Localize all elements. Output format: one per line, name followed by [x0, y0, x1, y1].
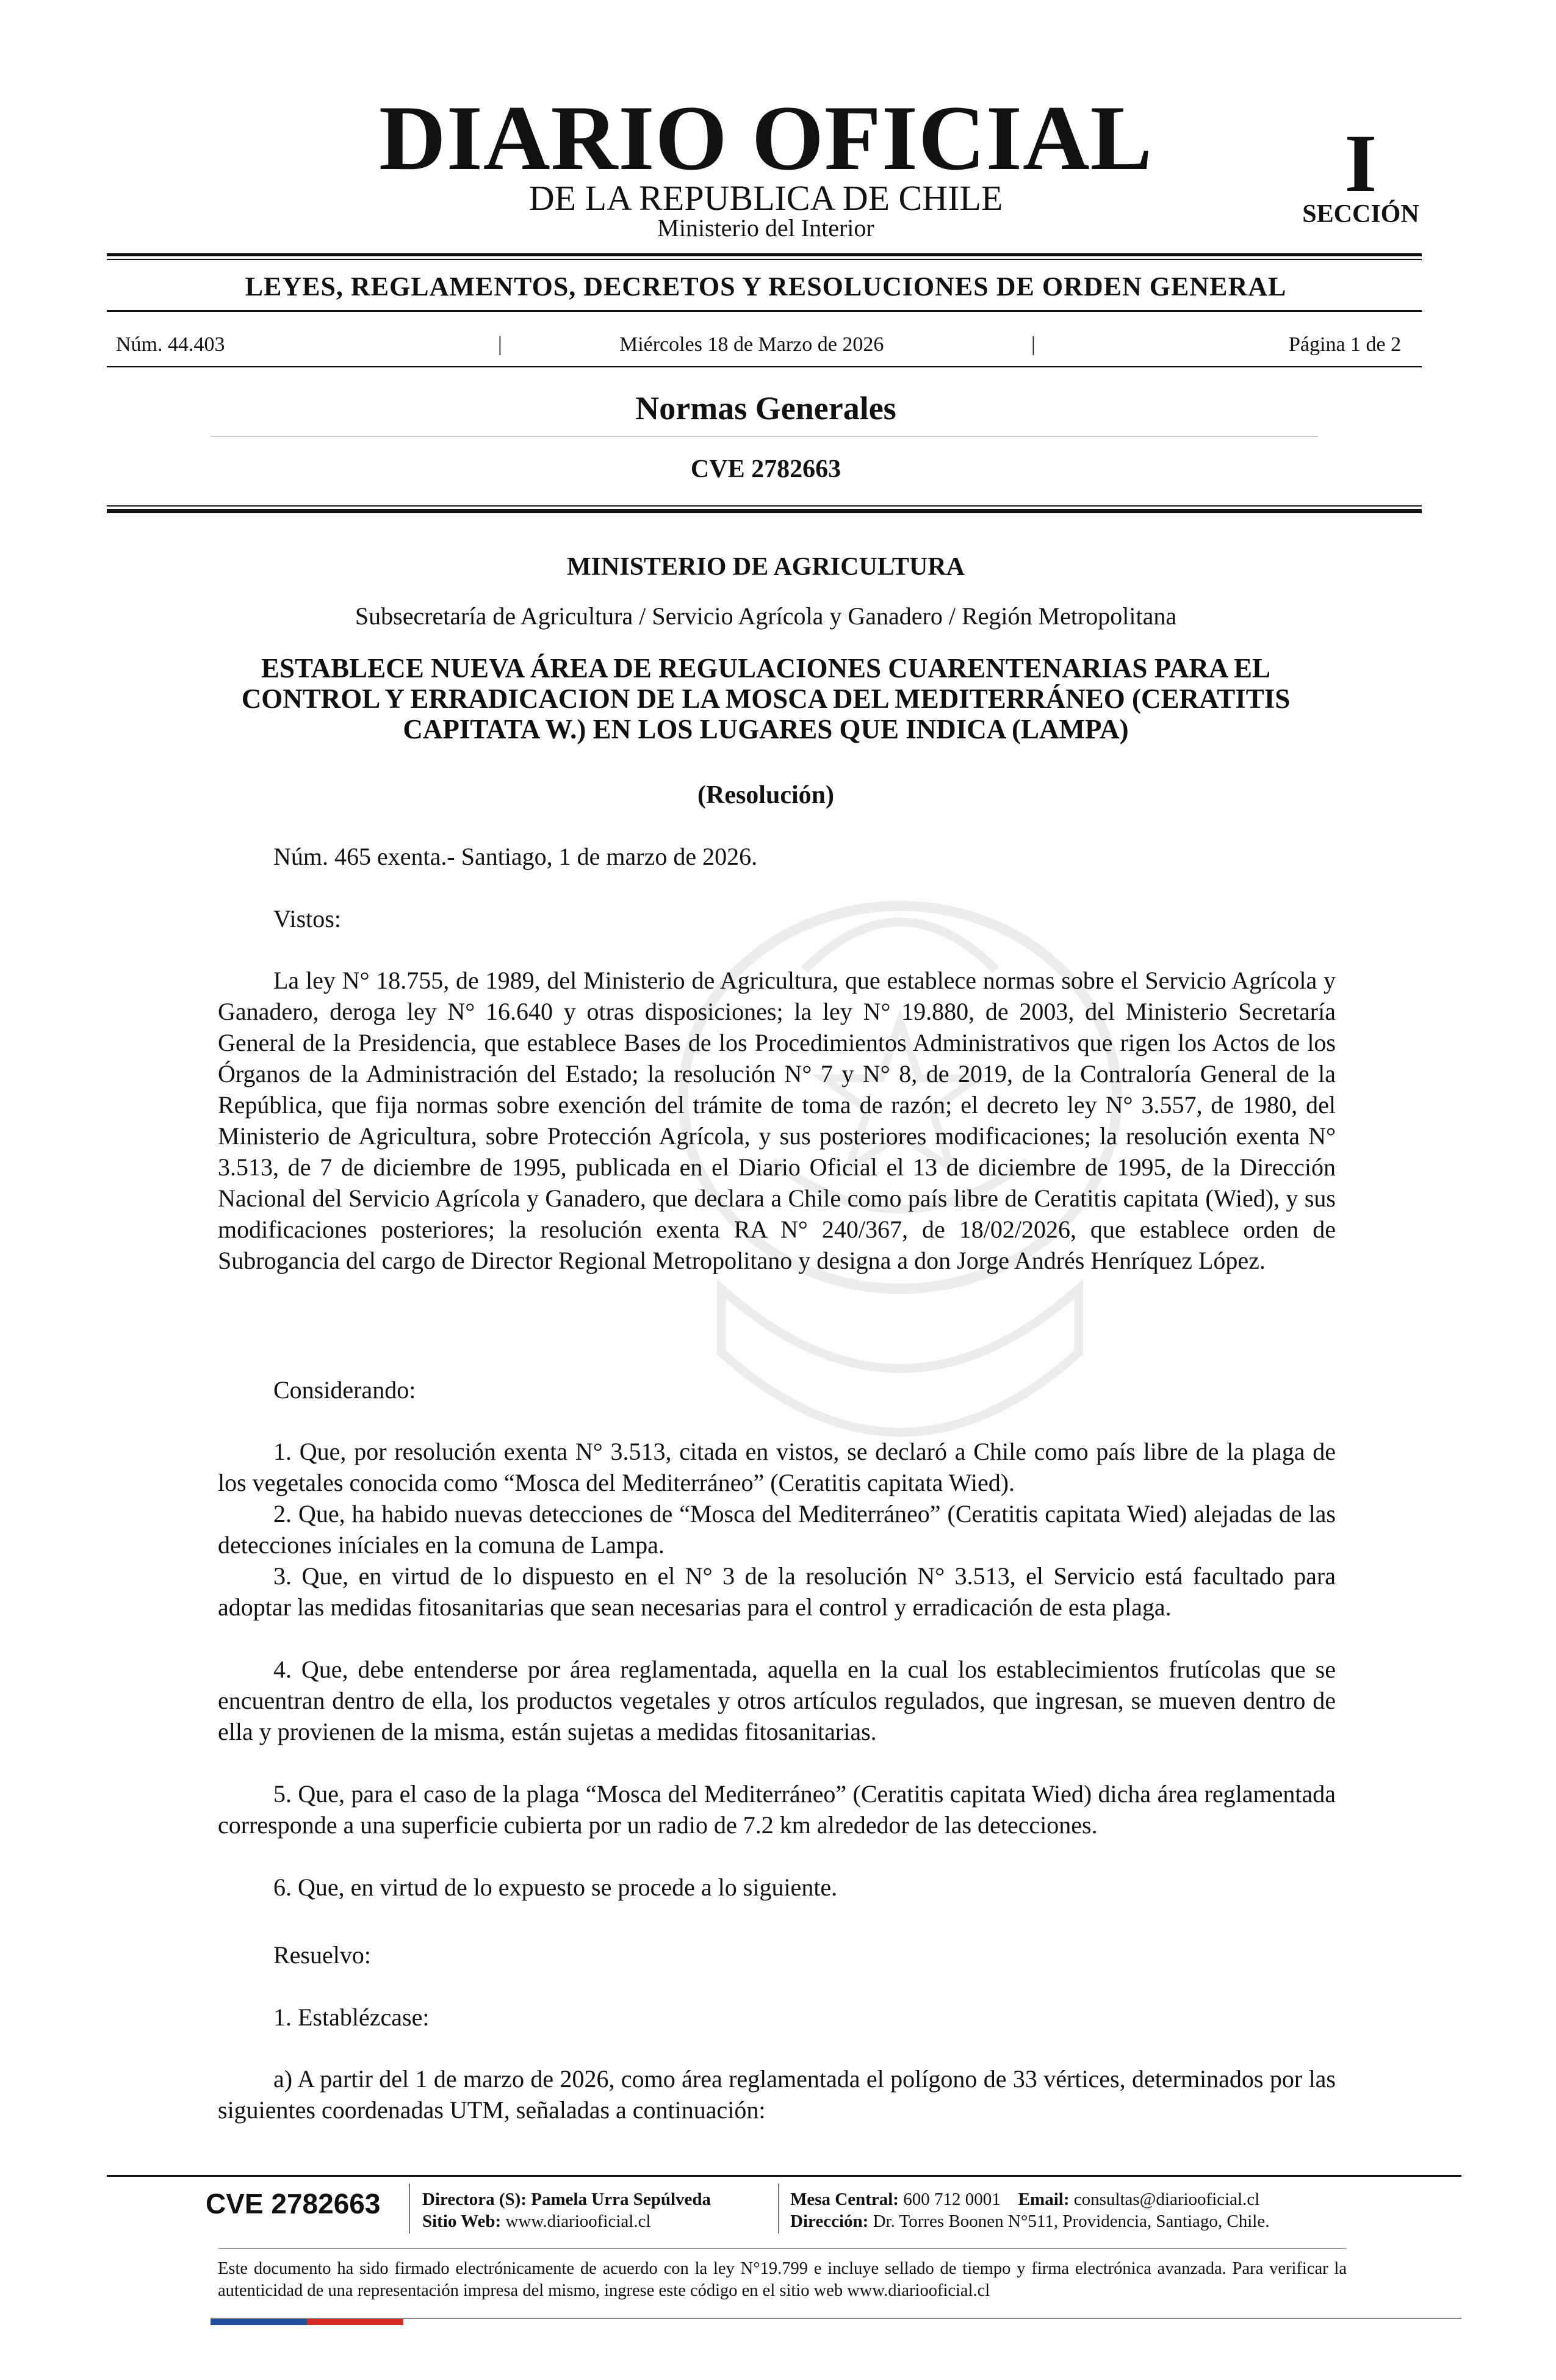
email-label: Email:	[1018, 2190, 1070, 2209]
web-label: Sitio Web:	[422, 2212, 502, 2231]
considerando-item: 5. Que, para el caso de la plaga “Mosca del Mediterráneo” (Ceratitis capitata Wied) dicha área reglamentada corresponde a una superficie cubierta por un radio de 7.2 km alrededor de las detecciones.	[218, 1780, 1336, 1839]
issue-number: Núm. 44.403	[116, 333, 225, 356]
footer-note-rule	[218, 2248, 1347, 2249]
footer-divider	[409, 2183, 410, 2234]
vistos-paragraph: La ley N° 18.755, de 1989, del Ministerio de Agricultura, que establece normas sobre el Servicio Agrícola y Ganadero, deroga ley N° 16.640 y otras disposiciones; la ley N° 19.880, de 2003, del Ministerio Secretaría General de la Presidencia, que establece Bases de los Procedimientos Administrativos que rigen los Actos de los Órganos de la Administración del Estado; la resolución N° 7 y N° 8, de 2019, de la Contraloría General de la República, que fija normas sobre exención del trámite de toma de razón; el decreto ley N° 3.557, de 1980, del Ministerio de Agricultura, sobre Protección Agrícola, y sus posteriores modificaciones; la resolución exenta N° 3.513, de 7 de diciembre de 1995, publicada en el Diario Oficial el 13 de diciembre de 1995, de la Dirección Nacional del Servicio Agrícola y Ganadero, que declara a Chile como país libre de Ceratitis capitata (Wied), y sus modificaciones posteriores; la resolución exenta RA N° 240/367, de 18/02/2026, que establece orden de Subrogancia del cargo de Director Regional Metropolitano y designa a don Jorge Andrés Henríquez López.	[218, 967, 1336, 1274]
masthead-subtitle: DE LA REPUBLICA DE CHILE	[528, 178, 1003, 218]
considerando-item: 4. Que, debe entenderse por área reglamentada, aquella en la cual los establecimientos frutícolas que se encuentran dentro de ella, los productos vegetales y otros artículos regulados, que ingresan, se mueven dentro de ella y provienen de la misma, están sujetas a medidas fitosanitarias.	[218, 1656, 1336, 1745]
footer-contact-right	[790, 2188, 1269, 2232]
cve-code: CVE 2782663	[690, 455, 841, 483]
series-rule	[107, 310, 1422, 312]
masthead-title: DIARIO OFICIAL	[378, 87, 1153, 189]
web-link[interactable]: www.diariooficial.cl	[505, 2212, 651, 2231]
section-label: SECCIÓN	[1302, 200, 1419, 228]
subsecretary: Subsecretaría de Agricultura / Servicio Agrícola y Ganadero / Región Metropolitana	[355, 602, 1177, 630]
document-type: (Resolución)	[697, 781, 834, 809]
section-numeral: I	[1344, 118, 1377, 209]
masthead-rule-thick	[107, 253, 1422, 256]
flag-stripe-blue	[211, 2319, 307, 2325]
phone-label: Mesa Central:	[790, 2190, 899, 2209]
issue-page: Página 1 de 2	[1289, 333, 1402, 356]
phone-value: 600 712 0001	[903, 2190, 1001, 2209]
footer-contact-left	[422, 2188, 711, 2232]
legal-note: Este documento ha sido firmado electrónicamente de acuerdo con la ley N°19.799 e incluye sellado de tiempo y firma electrónica avanzada. Para verificar la autenticidad de una representación impresa del mismo, ingrese este código en el sitio web www.diariooficial.cl	[218, 2259, 1347, 2300]
issue-separator: |	[498, 333, 502, 356]
email-link[interactable]: consultas@diariooficial.cl	[1073, 2190, 1260, 2209]
document-headline: ESTABLECE NUEVA ÁREA DE REGULACIONES CUARENTENARIAS PARA EL CONTROL Y ERRADICACION DE LA MOSCA DEL MEDITERRÁNEO (CERATITIS CAPITATA W.) EN LOS LUGARES QUE INDICA (LAMPA)	[241, 653, 1291, 745]
considerando-item: 1. Que, por resolución exenta N° 3.513, citada en vistos, se declaró a Chile como país libre de la plaga de los vegetales conocida como “Mosca del Mediterráneo” (Ceratitis capitata Wied).	[218, 1438, 1336, 1496]
normas-rule	[211, 436, 1318, 437]
considerando-item: 6. Que, en virtud de lo expuesto se procede a lo siguiente.	[273, 1873, 838, 1901]
establezcase-label: 1. Establézcase:	[273, 2003, 430, 2031]
normas-generales-title: Normas Generales	[635, 390, 896, 427]
resolution-number: Núm. 465 exenta.- Santiago, 1 de marzo de 2026.	[273, 843, 758, 870]
director-name: Pamela Urra Sepúlveda	[531, 2190, 711, 2209]
issue-separator: |	[1031, 333, 1036, 356]
header-rule-thick	[107, 509, 1422, 513]
masthead-ministry: Ministerio del Interior	[657, 214, 874, 242]
issue-date: Miércoles 18 de Marzo de 2026	[619, 333, 884, 356]
considerando-label: Considerando:	[273, 1376, 416, 1404]
footer-rule	[107, 2175, 1461, 2177]
footer-cve-code: CVE 2782663	[206, 2188, 381, 2220]
address-value: Dr. Torres Boonen N°511, Providencia, Santiago, Chile.	[873, 2212, 1270, 2231]
considerando-item: 2. Que, ha habido nuevas detecciones de “Mosca del Mediterráneo” (Ceratitis capitata Wied) alejadas de las detecciones iníciales en la comuna de Lampa.	[218, 1500, 1336, 1559]
resuelvo-item-a: a) A partir del 1 de marzo de 2026, como área reglamentada el polígono de 33 vértices, determinados por las siguientes coordenadas UTM, señaladas a continuación:	[218, 2065, 1336, 2124]
considerando-item: 3. Que, en virtud de lo dispuesto en el N° 3 de la resolución N° 3.513, el Servicio está facultado para adoptar las medidas fitosanitarias que sean necesarias para el control y erradicación de esta plaga.	[218, 1562, 1336, 1621]
footer-divider	[778, 2183, 779, 2234]
vistos-label: Vistos:	[273, 905, 341, 932]
resuelvo-label: Resuelvo:	[273, 1941, 371, 1969]
address-label: Dirección:	[790, 2212, 869, 2231]
header-rule-thin	[107, 505, 1422, 507]
issue-rule	[107, 366, 1422, 367]
flag-stripe-red	[307, 2319, 403, 2325]
issuing-ministry: MINISTERIO DE AGRICULTURA	[567, 553, 965, 581]
director-label: Directora (S):	[422, 2190, 527, 2209]
series-title: LEYES, REGLAMENTOS, DECRETOS Y RESOLUCIONES DE ORDEN GENERAL	[245, 272, 1287, 301]
masthead-rule-thin	[107, 259, 1422, 260]
